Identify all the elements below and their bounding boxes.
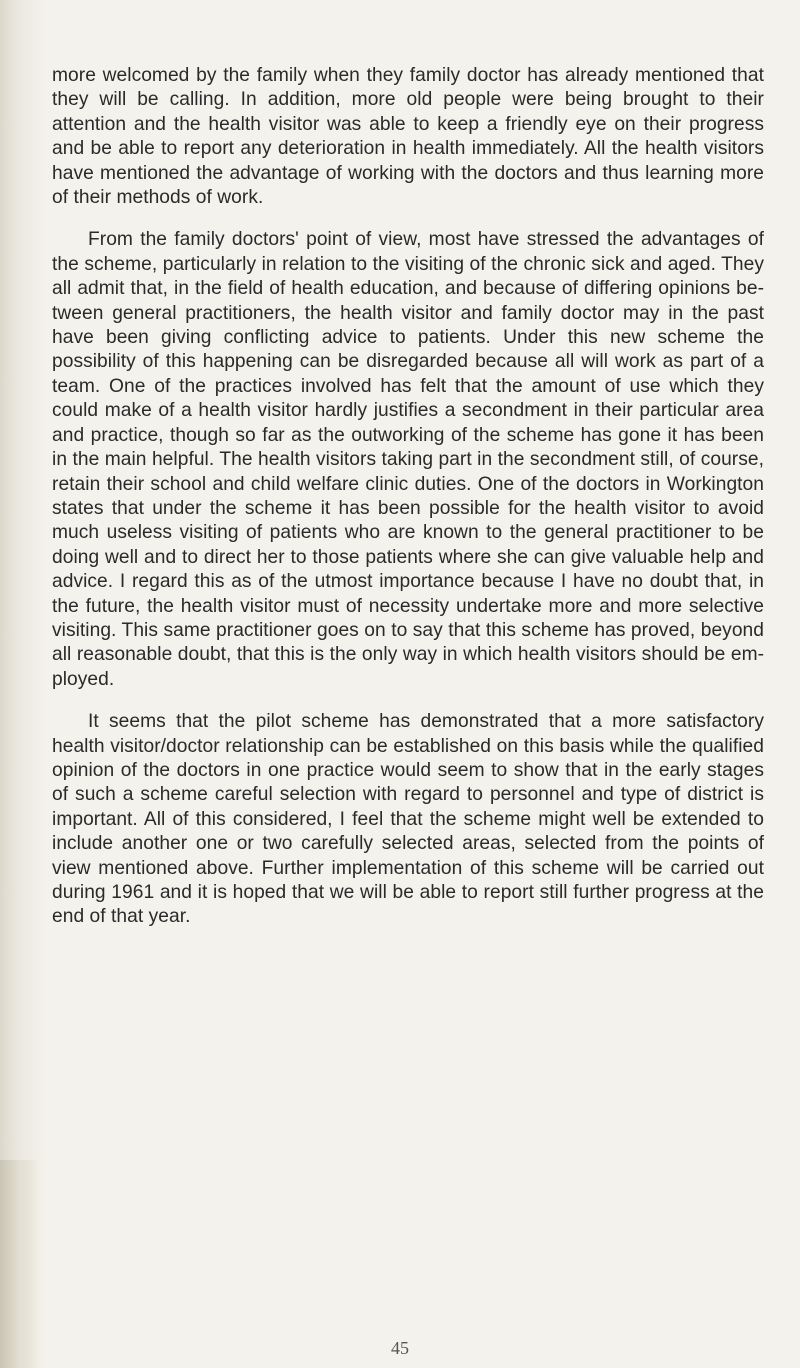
document-page [52,64,764,948]
paragraph-pilot-scheme-conclusion: It seems that the pilot scheme has demonstrated that a more satisfactory health visitor/doctor relationship can be established on this basis while the qualified opinion of the doctors in one practice would seem to show that in the early stages of such a scheme careful selection with regard to personnel and type of district is important. All of this considered, I feel that the scheme might well be extended to include another one or two carefully selected areas, selected from the points of view mentioned above. Further implementation of this scheme will be carried out during 1961 and it is hoped that we will be able to report still further progress at the end of that year. [52,711,764,928]
paragraph-family-doctors-view: From the family doctors' point of view, most have stressed the advantages of the scheme, particularly in relation to the visiting of the chronic sick and aged. They all admit that, in the field of health education, and because of differing opinions between general practitioners, the health visitor and family doctor may in the past have been giving conflicting advice to patients. Under this new scheme the possibility of this happening can be disregarded because all will work as part of a team. One of the practices involved has felt that the amount of use which they could make of a health visitor hardly justifies a secondment in their particular area and practice, though so far as the outworking of the scheme has gone it has been in the main helpful. The health visitors taking part in the secondment still, of course, retain their school and child welfare clinic duties. One of the doctors in Workington states that under the scheme it has been possible for the health visitor to avoid much useless visiting of patients who are known to the general practitioner to be doing well and to direct her to those patients where she can give valuable help and advice. I regard this as of the utmost importance because I have no doubt that, in the future, the health visitor must of necessity undertake more and more selective visiting. This same practitioner goes on to say that this scheme has proved, beyond all reasonable doubt, that this is the only way in which health visitors should be employed. [52,229,764,690]
page-edge-discoloration [0,1160,40,1368]
paragraph-continuation: more welcomed by the family when they family doctor has already mentioned that they will be calling. In addition, more old people were being brought to their attention and the health visitor was able to keep a friendly eye on their progress and be able to report any deterioration in health immediately. All the health visitors have mentioned the advantage of working with the doctors and thus learning more of their methods of work. [52,65,764,209]
page-number: 45 [391,1338,409,1358]
